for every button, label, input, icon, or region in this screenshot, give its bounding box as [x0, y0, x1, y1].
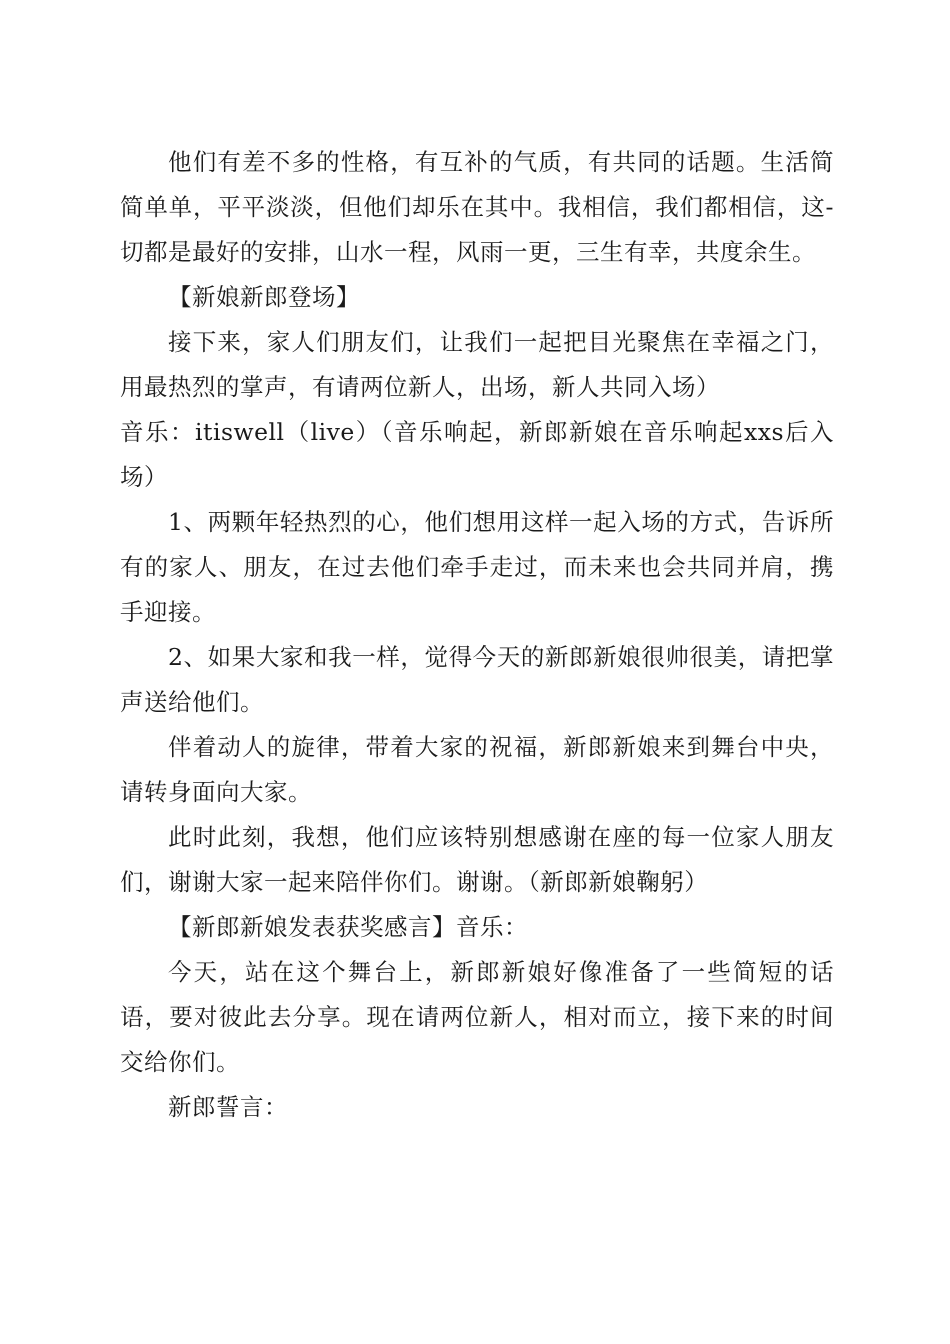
paragraph-groom-vow: 新郎誓言：: [168, 1093, 288, 1121]
paragraph-thanks: 此时此刻，我想，他们应该特别想感谢在座的每一位家人朋友们，谢谢大家一起来陪伴你们。谢谢。（新郎新娘鞠躬）: [120, 823, 834, 896]
paragraph-entrance: 接下来，家人们朋友们，让我们一起把目光聚焦在幸福之门，用最热烈的掌声，有请两位新人，出场，新人共同入场）: [120, 328, 834, 401]
paragraph-music-cue: 音乐：itiswell（live）（音乐响起，新郎新娘在音乐响起xxs后入场）: [120, 418, 834, 491]
paragraph-intro: 他们有差不多的性格，有互补的气质，有共同的话题。生活简简单单，平平淡淡，但他们却乐在其中。我相信，我们都相信，这-切都是最好的安排，山水一程，风雨一更，三生有幸，共度余生。: [120, 148, 834, 266]
paragraph-item-2: 2、如果大家和我一样，觉得今天的新郎新娘很帅很美，请把掌声送给他们。: [120, 643, 834, 716]
paragraph-melody: 伴着动人的旋律，带着大家的祝福，新郎新娘来到舞台中央，请转身面向大家。: [120, 733, 834, 806]
document-body: [120, 140, 834, 1130]
paragraph-item-1: 1、两颗年轻热烈的心，他们想用这样一起入场的方式，告诉所有的家人、朋友，在过去他们牵手走过，而未来也会共同并肩，携手迎接。: [120, 508, 834, 626]
section-heading-entrance: 【新娘新郎登场】: [168, 283, 360, 311]
paragraph-stage: 今天，站在这个舞台上，新郎新娘好像准备了一些简短的话语，要对彼此去分享。现在请两位新人，相对而立，接下来的时间交给你们。: [120, 958, 834, 1076]
section-heading-speech: 【新郎新娘发表获奖感言】音乐：: [168, 913, 528, 941]
